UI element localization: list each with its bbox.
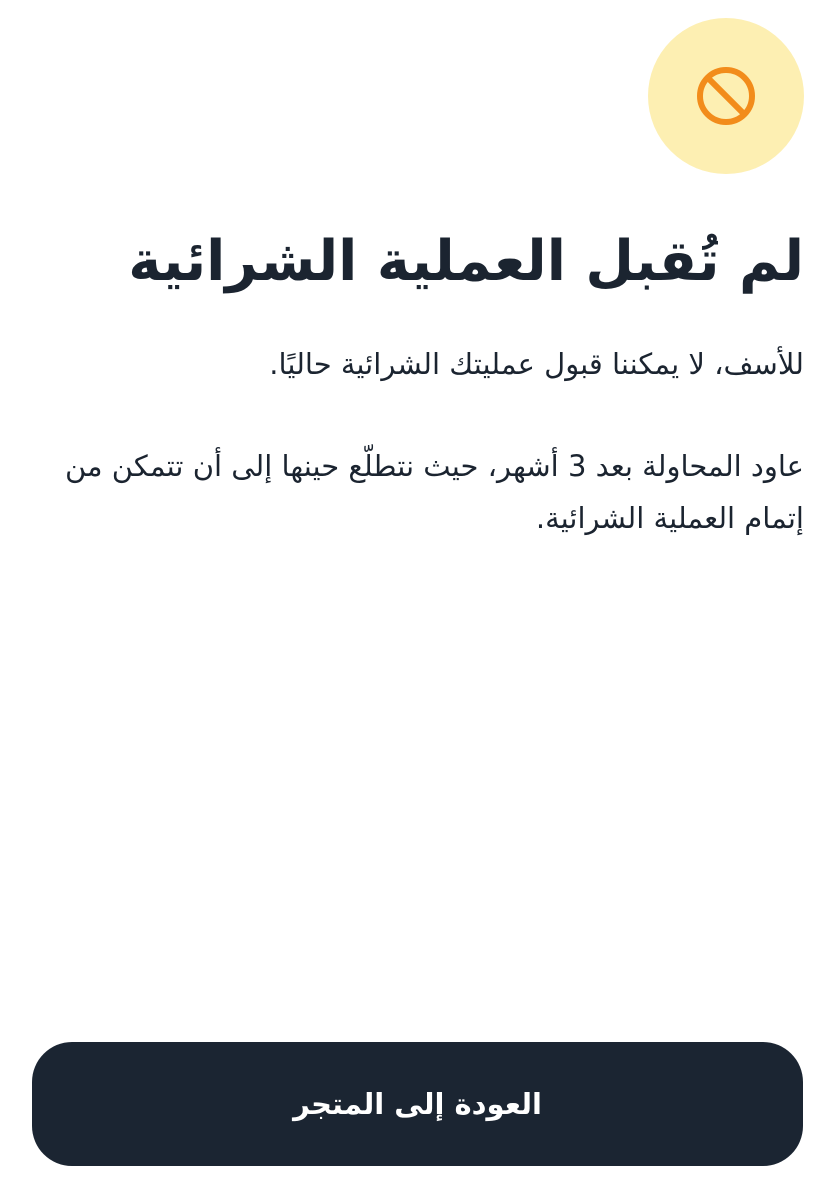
back-to-store-button[interactable]: العودة إلى المتجر xyxy=(32,1042,803,1166)
decline-message: للأسف، لا يمكننا قبول عمليتك الشرائية حاليًا. xyxy=(269,347,804,381)
status-badge xyxy=(648,18,804,174)
page-title: لم تُقبل العملية الشرائية xyxy=(128,229,804,294)
prohibited-icon xyxy=(694,64,758,128)
retry-message: عاود المحاولة بعد 3 أشهر، حيث نتطلّع حينها إلى أن تتمكن من إتمام العملية الشرائية. xyxy=(64,449,804,535)
